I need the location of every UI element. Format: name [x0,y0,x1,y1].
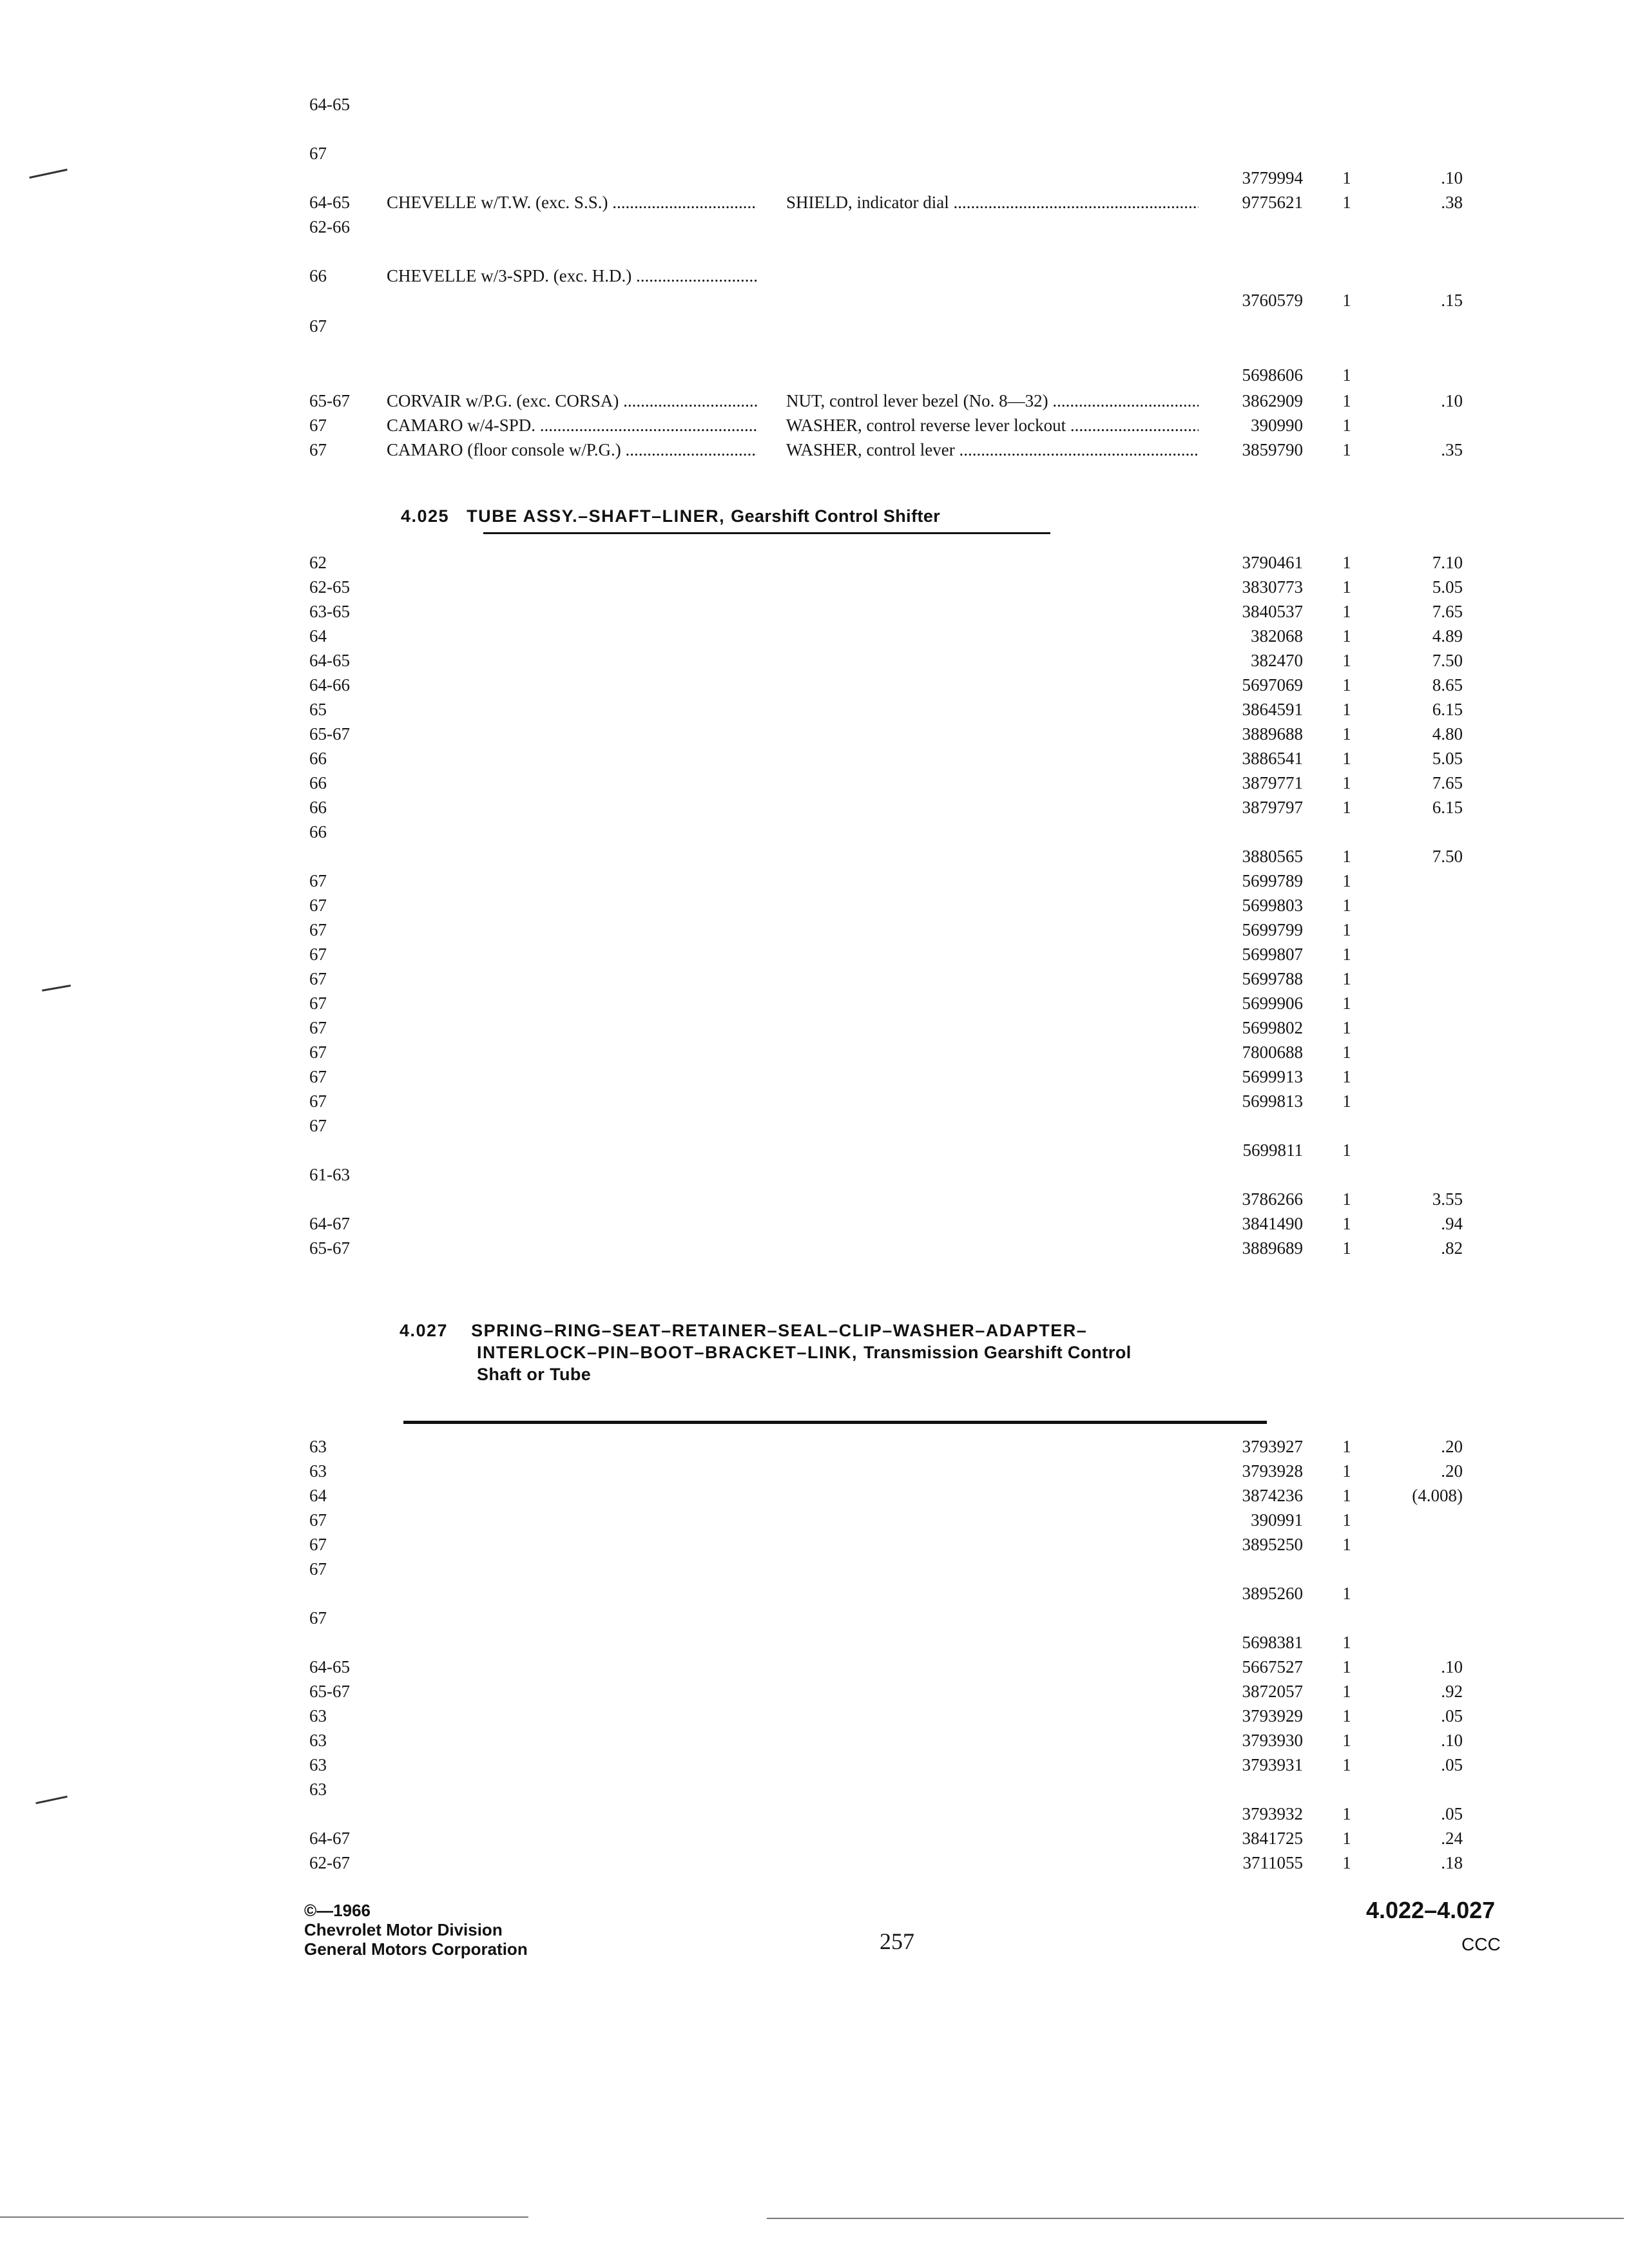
price-cell: 4.80 [1432,724,1463,744]
price-cell: 6.15 [1432,700,1463,719]
price-cell: .10 [1441,391,1463,410]
table-row [309,142,1495,191]
division-name: Chevrolet Motor Division [304,1920,503,1939]
quantity-cell: 1 [1342,1584,1351,1603]
part-number-cell: 3793931 [1242,1755,1303,1774]
year-cell: 67 [309,920,327,939]
year-cell: 67 [309,1559,327,1579]
year-cell: 62 [309,553,327,572]
part-number-cell: 3841725 [1242,1829,1303,1848]
part-number-cell: 382470 [1251,651,1303,670]
price-cell: .10 [1441,1657,1463,1677]
price-cell: .94 [1441,1214,1463,1233]
quantity-cell: 1 [1342,291,1351,310]
table-row [309,894,1495,918]
table-row [309,1459,1495,1484]
part-number-cell: 3859790 [1242,440,1303,459]
table-row [309,1016,1495,1041]
quantity-cell: 1 [1342,1755,1351,1774]
year-cell: 62-65 [309,577,350,597]
part-number-cell: 5699788 [1242,969,1303,988]
part-number-cell: 3786266 [1242,1189,1303,1209]
copyright-block [304,1901,528,1959]
quantity-cell: 1 [1342,994,1351,1013]
quantity-cell: 1 [1342,749,1351,768]
part-number-cell: 3874236 [1242,1486,1303,1505]
table-row [309,314,1495,388]
year-cell: 63 [309,1780,327,1799]
year-cell: 67 [309,416,327,435]
year-cell: 67 [309,1043,327,1062]
section-subtitle: Shaft or Tube [477,1365,592,1384]
quantity-cell: 1 [1342,602,1351,621]
table-row [309,1729,1495,1753]
part-number-cell: 3840537 [1242,602,1303,621]
year-cell: 67 [309,969,327,988]
table-row [309,93,1495,142]
quantity-cell: 1 [1342,675,1351,695]
section-number: 4.025 [401,506,450,526]
table-row [309,1090,1495,1114]
table-row [309,264,1495,313]
part-number-cell: 3711055 [1242,1853,1303,1872]
part-number-cell: 5697069 [1242,675,1303,695]
model-cell: CAMARO w/4-SPD. ..... [387,414,757,437]
part-number-cell: 5699803 [1242,896,1303,915]
quantity-cell: 1 [1342,945,1351,964]
table-row [309,191,1495,215]
price-cell: 7.50 [1432,651,1463,670]
margin-mark [29,169,67,178]
year-cell: 65 [309,700,327,719]
price-cell: .10 [1441,1731,1463,1750]
part-number-cell: 3793929 [1242,1706,1303,1725]
table-row [309,1557,1495,1606]
quantity-cell: 1 [1342,1510,1351,1530]
part-number-cell: 3886541 [1242,749,1303,768]
quantity-cell: 1 [1342,1018,1351,1037]
year-cell: 66 [309,822,327,841]
year-cell: 63 [309,1755,327,1774]
description-cell: WASHER, control reverse lever lockout ..... [786,414,1199,437]
model-cell: CHEVELLE w/T.W. (exc. S.S.) ..... [387,191,757,214]
year-cell: 62-66 [309,217,350,236]
quantity-cell: 1 [1342,847,1351,866]
year-cell: 67 [309,1535,327,1554]
year-cell: 67 [309,1608,327,1628]
table-row [309,1114,1495,1163]
table-row [309,215,1495,264]
table-row [309,820,1495,869]
table-row [309,796,1495,820]
year-cell: 63 [309,1437,327,1456]
year-cell: 64 [309,626,327,646]
year-cell: 64-65 [309,1657,350,1677]
quantity-cell: 1 [1342,724,1351,744]
quantity-cell: 1 [1342,193,1351,212]
part-number-cell: 5667527 [1242,1657,1303,1677]
year-cell: 64-65 [309,95,350,114]
part-number-cell: 5699789 [1242,871,1303,890]
quantity-cell: 1 [1342,1140,1351,1160]
quantity-cell: 1 [1342,1535,1351,1554]
table-row [309,1212,1495,1236]
part-number-cell: 3879797 [1242,798,1303,817]
table-row [309,722,1495,747]
part-number-cell: 7800688 [1242,1043,1303,1062]
model-cell: CHEVELLE w/3-SPD. (exc. H.D.) ..... [387,264,757,287]
table-row [309,1655,1495,1680]
quantity-cell: 1 [1342,798,1351,817]
price-cell: 7.65 [1432,602,1463,621]
quantity-cell: 1 [1342,871,1351,890]
quantity-cell: 1 [1342,1214,1351,1233]
quantity-cell: 1 [1342,1486,1351,1505]
table-row [309,1680,1495,1704]
year-cell: 67 [309,945,327,964]
quantity-cell: 1 [1342,626,1351,646]
part-number-cell: 3895250 [1242,1535,1303,1554]
price-cell: 8.65 [1432,675,1463,695]
part-number-cell: 5699811 [1242,1140,1303,1160]
table-row [309,673,1495,698]
price-cell: .20 [1441,1461,1463,1481]
year-cell: 61-63 [309,1165,350,1184]
part-number-cell: 5699799 [1242,920,1303,939]
year-cell: 67 [309,1091,327,1111]
part-number-cell: 3779994 [1242,168,1303,187]
table-row [309,1484,1495,1508]
section-title: TUBE ASSY.–SHAFT–LINER, [467,506,726,526]
part-number-cell: 390991 [1251,1510,1303,1530]
table-row [309,600,1495,624]
part-number-cell: 3895260 [1242,1584,1303,1603]
year-cell: 67 [309,1067,327,1086]
corporation-name: General Motors Corporation [304,1939,528,1959]
year-cell: 65-67 [309,391,350,410]
part-number-cell: 3793930 [1242,1731,1303,1750]
table-row [309,575,1495,600]
section-number: 4.027 [400,1321,448,1340]
year-cell: 66 [309,773,327,793]
year-cell: 66 [309,798,327,817]
table-row [309,389,1495,414]
table-row [309,1778,1495,1827]
year-cell: 66 [309,749,327,768]
table-row [309,918,1495,943]
price-cell: .05 [1441,1804,1463,1823]
quantity-cell: 1 [1342,168,1351,187]
year-cell: 67 [309,1116,327,1135]
quantity-cell: 1 [1342,1731,1351,1750]
table-row [309,438,1495,463]
table-row [309,747,1495,771]
price-cell: 4.89 [1432,626,1463,646]
price-cell: .92 [1441,1682,1463,1701]
table-row [309,649,1495,673]
part-number-cell: 3880565 [1242,847,1303,866]
quantity-cell: 1 [1342,577,1351,597]
part-number-cell: 3889689 [1242,1238,1303,1258]
section-title: INTERLOCK–PIN–BOOT–BRACKET–LINK, [477,1343,858,1362]
quantity-cell: 1 [1342,1238,1351,1258]
section-heading-4025 [401,506,940,526]
quantity-cell: 1 [1342,1633,1351,1652]
table-row [309,624,1495,649]
table-row [309,414,1495,438]
quantity-cell: 1 [1342,1067,1351,1086]
part-number-cell: 3793932 [1242,1804,1303,1823]
quantity-cell: 1 [1342,969,1351,988]
price-cell: .05 [1441,1706,1463,1725]
section-subtitle: Transmission Gearshift Control [863,1343,1132,1362]
price-cell: 7.65 [1432,773,1463,793]
table-row [309,1435,1495,1459]
table-row [309,1533,1495,1557]
section-title: SPRING–RING–SEAT–RETAINER–SEAL–CLIP–WASHER–ADAPTER– [471,1321,1088,1340]
part-number-cell: 3879771 [1242,773,1303,793]
quantity-cell: 1 [1342,1804,1351,1823]
year-cell: 64-65 [309,193,350,212]
margin-mark [35,1796,68,1804]
part-number-cell: 5698606 [1242,365,1303,385]
part-number-cell: 382068 [1251,626,1303,646]
part-number-cell: 3760579 [1242,291,1303,310]
table-row [309,698,1495,722]
part-number-cell: 3793927 [1242,1437,1303,1456]
year-cell: 63-65 [309,602,350,621]
year-cell: 67 [309,896,327,915]
table-row [309,1827,1495,1851]
part-number-cell: 9775621 [1242,193,1303,212]
quantity-cell: 1 [1342,1829,1351,1848]
table-row [309,1236,1495,1261]
part-number-cell: 5699906 [1242,994,1303,1013]
table-row [309,967,1495,992]
table-row [309,771,1495,796]
year-cell: 63 [309,1461,327,1481]
price-cell: .82 [1441,1238,1463,1258]
part-number-cell: 3790461 [1242,553,1303,572]
price-cell: (4.008) [1412,1486,1463,1505]
model-cell: CAMARO (floor console w/P.G.) ..... [387,438,757,461]
part-number-cell: 5698381 [1242,1633,1303,1652]
table-row [309,1163,1495,1212]
price-cell: 7.50 [1432,847,1463,866]
price-cell: .15 [1441,291,1463,310]
quantity-cell: 1 [1342,896,1351,915]
description-cell: WASHER, control lever ..... [786,438,1199,461]
section-range: 4.022–4.027 [1366,1897,1496,1923]
table-row [309,869,1495,894]
year-cell: 67 [309,1510,327,1530]
year-cell: 65-67 [309,1682,350,1701]
price-cell: .38 [1441,193,1463,212]
year-cell: 67 [309,1018,327,1037]
table-row [309,1606,1495,1655]
year-cell: 67 [309,316,327,336]
table-row [309,1041,1495,1065]
year-cell: 67 [309,440,327,459]
part-number-cell: 390990 [1251,416,1303,435]
description-cell: NUT, control lever bezel (No. 8—32) ..... [786,389,1199,412]
price-cell: .20 [1441,1437,1463,1456]
year-cell: 64-66 [309,675,350,695]
quantity-cell: 1 [1342,1091,1351,1111]
part-number-cell: 3793928 [1242,1461,1303,1481]
table-row [309,1753,1495,1778]
part-number-cell: 3864591 [1242,700,1303,719]
part-number-cell: 3830773 [1242,577,1303,597]
quantity-cell: 1 [1342,1189,1351,1209]
table-row [309,1065,1495,1090]
year-cell: 62-67 [309,1853,350,1872]
part-number-cell: 3841490 [1242,1214,1303,1233]
quantity-cell: 1 [1342,773,1351,793]
table-row [309,551,1495,575]
catalog-code: CCC [1461,1934,1501,1954]
section-underline [483,532,1050,534]
table-row [309,992,1495,1016]
price-cell: 7.10 [1432,553,1463,572]
description-cell: SHIELD, indicator dial ..... [786,191,1199,214]
part-number-cell: 5699807 [1242,945,1303,964]
year-cell: 67 [309,871,327,890]
quantity-cell: 1 [1342,651,1351,670]
page-edge-line [0,2216,528,2218]
part-number-cell: 3889688 [1242,724,1303,744]
year-cell: 67 [309,144,327,163]
copyright-year: ©—1966 [304,1901,371,1920]
page-edge-line [767,2218,1624,2219]
year-cell: 65-67 [309,724,350,744]
quantity-cell: 1 [1342,1461,1351,1481]
price-cell: .24 [1441,1829,1463,1848]
table-row [309,1851,1495,1876]
page-number: 257 [880,1928,914,1954]
part-number-cell: 3862909 [1242,391,1303,410]
year-cell: 66 [309,266,327,285]
part-number-cell: 3872057 [1242,1682,1303,1701]
price-cell: 5.05 [1432,749,1463,768]
section-underline [403,1421,1267,1424]
quantity-cell: 1 [1342,1657,1351,1677]
price-cell: .18 [1441,1853,1463,1872]
model-cell: CORVAIR w/P.G. (exc. CORSA) ..... [387,389,757,412]
quantity-cell: 1 [1342,553,1351,572]
price-cell: 5.05 [1432,577,1463,597]
quantity-cell: 1 [1342,391,1351,410]
year-cell: 67 [309,994,327,1013]
quantity-cell: 1 [1342,1043,1351,1062]
table-row [309,943,1495,967]
part-number-cell: 5699802 [1242,1018,1303,1037]
table-row [309,1704,1495,1729]
part-number-cell: 5699813 [1242,1091,1303,1111]
year-cell: 64-67 [309,1214,350,1233]
year-cell: 64-67 [309,1829,350,1848]
quantity-cell: 1 [1342,1853,1351,1872]
quantity-cell: 1 [1342,1706,1351,1725]
year-cell: 63 [309,1706,327,1725]
year-cell: 64 [309,1486,327,1505]
year-cell: 64-65 [309,651,350,670]
margin-mark [42,985,71,992]
price-cell: 6.15 [1432,798,1463,817]
section-heading-4027 [400,1320,1132,1385]
price-cell: .05 [1441,1755,1463,1774]
quantity-cell: 1 [1342,365,1351,385]
quantity-cell: 1 [1342,1437,1351,1456]
price-cell: 3.55 [1432,1189,1463,1209]
section-subtitle: Gearshift Control Shifter [731,506,941,526]
quantity-cell: 1 [1342,440,1351,459]
part-number-cell: 5699913 [1242,1067,1303,1086]
quantity-cell: 1 [1342,920,1351,939]
quantity-cell: 1 [1342,416,1351,435]
year-cell: 63 [309,1731,327,1750]
price-cell: .10 [1441,168,1463,187]
year-cell: 65-67 [309,1238,350,1258]
table-row [309,1508,1495,1533]
quantity-cell: 1 [1342,700,1351,719]
quantity-cell: 1 [1342,1682,1351,1701]
price-cell: .35 [1441,440,1463,459]
